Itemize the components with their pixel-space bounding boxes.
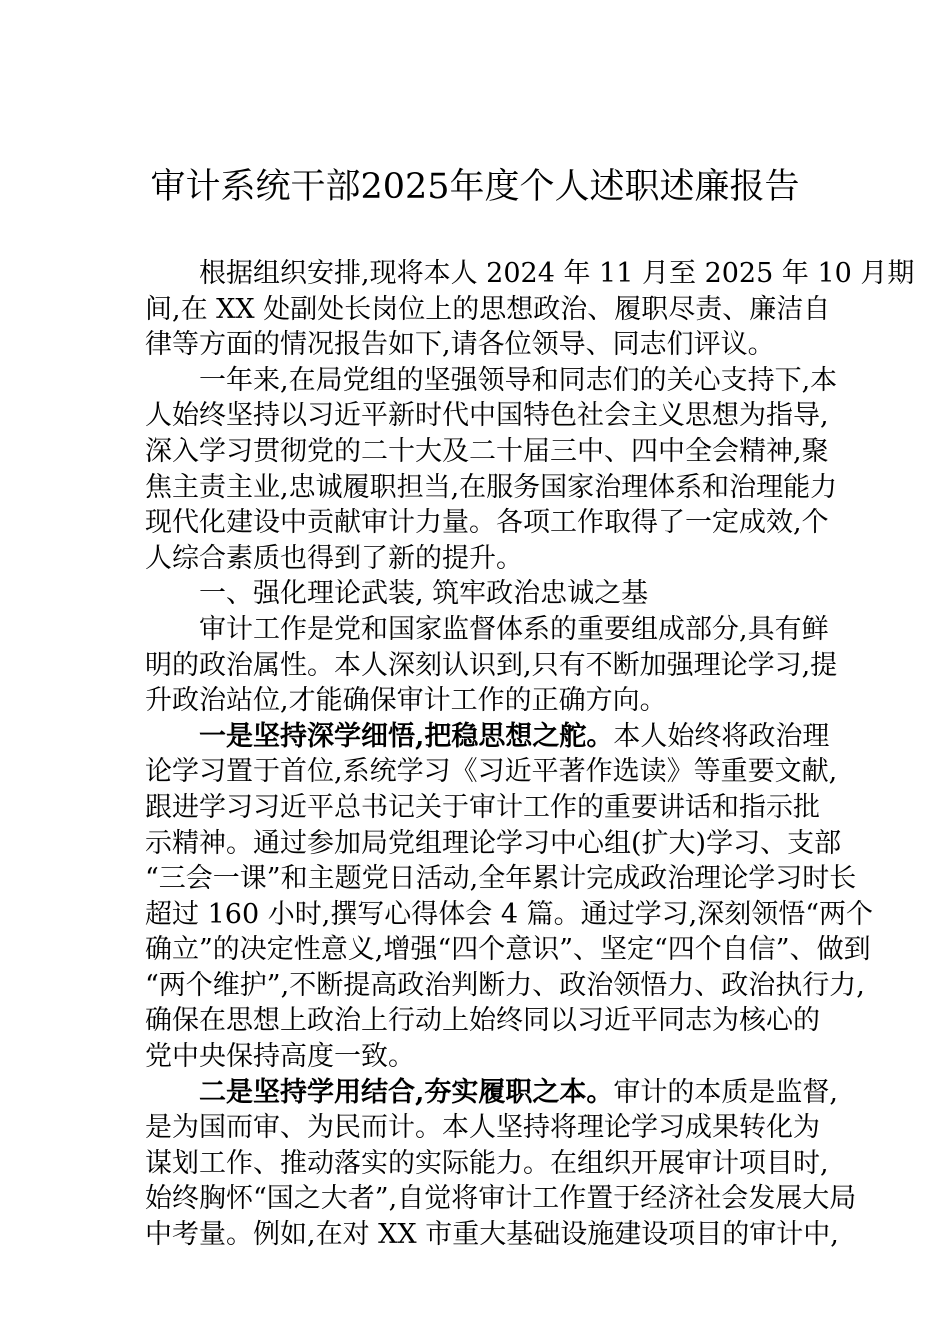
text-run: 确保在思想上政治上行动上始终同以习近平同志为核心的 [145, 1005, 820, 1037]
text-run: 论学习置于首位,系统学习《习近平著作选读》等重要文献, [145, 756, 838, 788]
text-run: 始终胸怀“国之大者”,自觉将审计工作置于经济社会发展大局 [145, 1183, 857, 1215]
text-line [145, 434, 829, 470]
text-run: 根据组织安排,现将本人 2024 年 11 月至 2025 年 10 月期 [199, 258, 915, 289]
text-run: 谋划工作、推动落实的实际能力。在组织开展审计项目时, [145, 1147, 829, 1179]
text-line [145, 897, 874, 933]
document-title: 审计系统干部2025年度个人述职述廉报告 [150, 167, 800, 207]
bold-lead-phrase: 二是坚持学用结合,夯实履职之本。 [199, 1076, 614, 1108]
text-run: “两个维护”,不断提高政治判断力、政治领悟力、政治执行力, [145, 969, 865, 1001]
text-line [145, 826, 842, 862]
text-run: 审计工作是党和国家监督体系的重要组成部分,具有鲜 [199, 613, 829, 645]
text-run: 一、强化理论武装, 筑牢政治忠诚之基 [199, 578, 649, 610]
text-line [145, 932, 871, 968]
text-run: 超过 160 小时,撰写心得体会 4 篇。通过学习,深刻领悟“两个 [145, 898, 874, 930]
text-line [145, 719, 830, 755]
text-line [145, 861, 857, 897]
text-line [145, 648, 838, 684]
text-run: 焦主责主业,忠诚履职担当,在服务国家治理体系和治理能力 [145, 471, 838, 503]
text-line [145, 790, 820, 826]
text-run: 是为国而审、为民而计。本人坚持将理论学习成果转化为 [145, 1112, 820, 1144]
text-line [145, 541, 808, 577]
text-line [145, 683, 808, 719]
text-run: 现代化建设中贡献审计力量。各项工作取得了一定成效,个 [145, 507, 829, 539]
text-line [145, 1181, 857, 1217]
text-line [145, 505, 829, 541]
text-run: 中考量。例如,在对 XX 市重大基础设施建设项目的审计中, [145, 1219, 839, 1251]
text-run: 本人始终将政治理 [613, 720, 830, 752]
bold-lead-phrase: 一是坚持深学细悟,把稳思想之舵。 [199, 720, 614, 752]
text-line [145, 1217, 839, 1253]
text-line [145, 292, 831, 328]
text-line [145, 398, 829, 434]
text-run: 明的政治属性。本人深刻认识到,只有不断加强理论学习,提 [145, 649, 838, 681]
text-line [145, 1039, 808, 1075]
text-run: 跟进学习习近平总书记关于审计工作的重要讲话和指示批 [145, 791, 820, 823]
text-run: 间,在 XX 处副处长岗位上的思想政治、履职尽责、廉洁自 [145, 293, 831, 325]
text-line [145, 1110, 820, 1146]
text-line [145, 754, 838, 790]
text-run: “三会一课”和主题党日活动,全年累计完成政治理论学习时长 [145, 863, 857, 895]
text-run: 律等方面的情况报告如下,请各位领导、同志们评议。 [145, 329, 775, 361]
text-run: 人始终坚持以习近平新时代中国特色社会主义思想为指导, [145, 400, 829, 432]
text-run: 示精神。通过参加局党组理论学习中心组(扩大)学习、支部 [145, 827, 842, 859]
text-line [145, 968, 865, 1004]
text-run: 深入学习贯彻党的二十大及二十届三中、四中全会精神,聚 [145, 435, 829, 467]
text-line [145, 576, 808, 612]
text-line [145, 470, 838, 506]
text-line [145, 612, 829, 648]
text-line [145, 1075, 838, 1111]
text-run: 确立”的决定性意义,增强“四个意识”、坚定“四个自信”、做到 [145, 934, 871, 966]
text-run: 党中央保持高度一致。 [145, 1041, 415, 1073]
text-run: 升政治站位,才能确保审计工作的正确方向。 [145, 685, 667, 717]
text-run: 人综合素质也得到了新的提升。 [145, 542, 523, 574]
text-line [145, 256, 915, 292]
document-body [145, 256, 915, 1253]
text-line [145, 1003, 820, 1039]
text-line [145, 363, 838, 399]
text-line [145, 327, 808, 363]
text-run: 一年来,在局党组的坚强领导和同志们的关心支持下,本 [199, 364, 838, 396]
text-line [145, 1146, 829, 1182]
text-run: 审计的本质是监督, [613, 1076, 838, 1108]
